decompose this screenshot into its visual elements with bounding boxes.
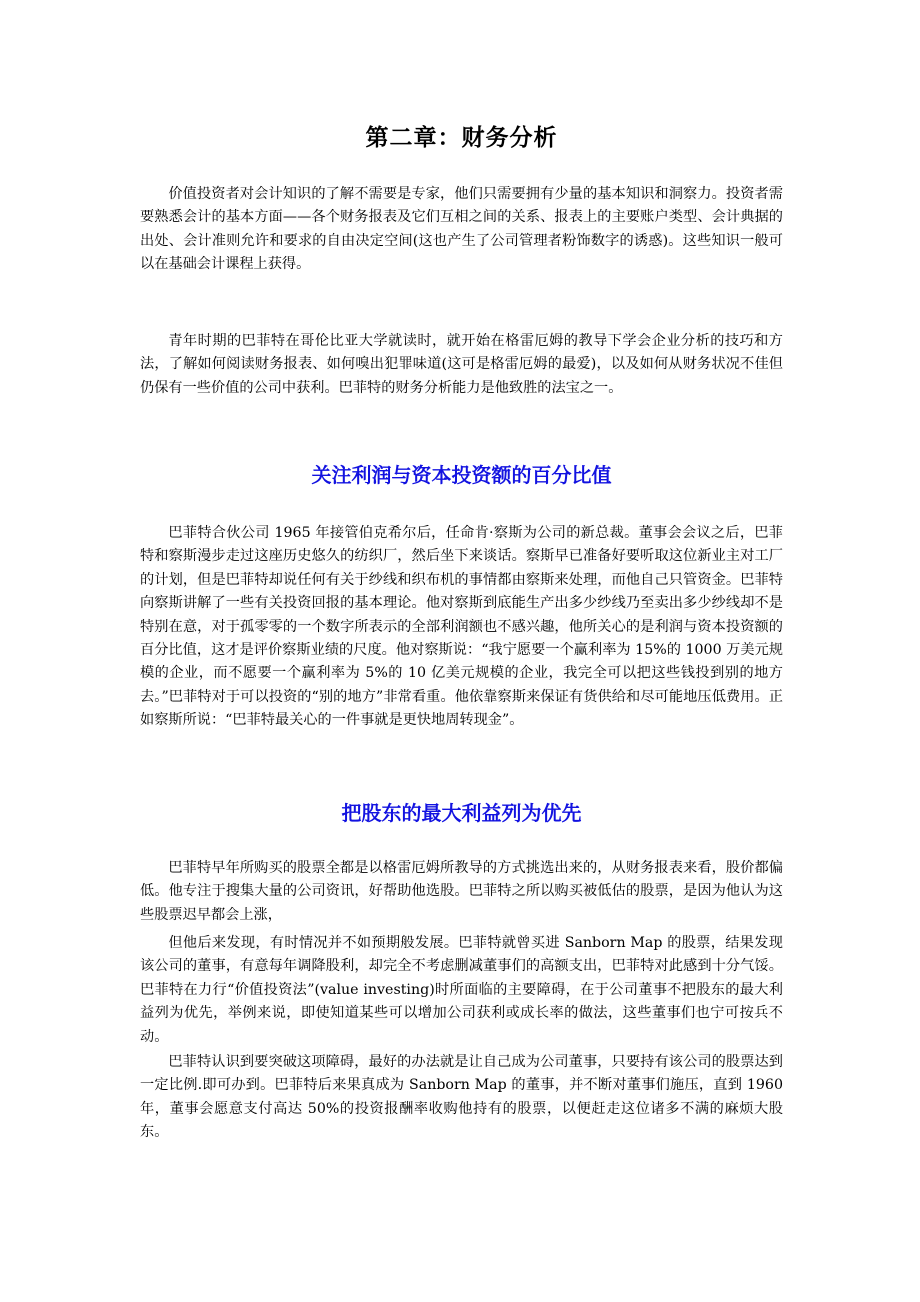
intro-paragraph-2: 青年时期的巴菲特在哥伦比亚大学就读时，就开始在格雷厄姆的教导下学会企业分析的技巧和方法，了解如何阅读财务报表、如何嗅出犯罪味道(这可是格雷厄姆的最爱)，以及如何从财务状况不佳但仍保有一些价值的公司中获利。巴菲特的财务分析能力是他致胜的法宝之一。 xyxy=(140,333,783,396)
section-2-paragraph-3: 巴菲特认识到要突破这项障碍，最好的办法就是让自己成为公司董事，只要持有该公司的股票达到一定比例.即可办到。巴菲特后来果真成为 Sanborn Map 的董事，并不断对董事们施压，直到 1960 年，董事会愿意支付高达 50%的投资报酬率收购他持有的股票，以便赶走这位诸多不满的麻烦大股东。 xyxy=(140,1054,783,1141)
section-1-paragraph-1: 巴菲特合伙公司 1965 年接管伯克希尔后，任命肯·察斯为公司的新总裁。董事会会议之后，巴菲特和察斯漫步走过这座历史悠久的纺织厂，然后坐下来谈话。察斯早已准备好要听取这位新业主对工厂的计划，但是巴菲特却说任何有关于纱线和织布机的事情都由察斯来处理，而他自己只管资金。巴菲特向察斯讲解了一些有关投资回报的基本理论。他对察斯到底能生产出多少纱线乃至卖出多少纱线却不是特别在意，对于孤零零的一个数字所表示的全部利润额也不感兴趣，他所关心的是利润与资本投资额的百分比值，这才是评价察斯业绩的尺度。他对察斯说：“我宁愿要一个赢利率为 15%的 1000 万美元规模的企业，而不愿要一个赢利率为 5%的 10 亿美元规模的企业，我完全可以把这些钱投到别的地方去。”巴菲特对于可以投资的“别的地方”非常看重。他依靠察斯来保证有货供给和尽可能地压低费用。正如察斯所说：“巴菲特最关心的一件事就是更快地周转现金”。 xyxy=(140,525,783,729)
section-2-paragraph-2: 但他后来发现，有时情况并不如预期般发展。巴菲特就曾买进 Sanborn Map 的股票，结果发现该公司的董事，有意每年调降股利，却完全不考虑删减董事们的高额支出，巴菲特对此感到十分气馁。巴菲特在力行“价值投资法”(value investing)时所面临的主要障碍，在于公司董事不把股东的最大利益列为优先，举例来说，即使知道某些可以增加公司获利或成长率的做法，这些董事们也宁可按兵不动。 xyxy=(140,935,783,1045)
section-title-shareholder-interest: 把股东的最大利益列为优先 xyxy=(341,801,582,825)
section-2-paragraph-1: 巴菲特早年所购买的股票全都是以格雷厄姆所教导的方式挑选出来的，从财务报表来看，股价都偏低。他专注于搜集大量的公司资讯，好帮助他选股。巴菲特之所以购买被低估的股票，是因为他认为这些股票迟早都会上涨， xyxy=(140,860,783,923)
section-title-profit-ratio: 关注利润与资本投资额的百分比值 xyxy=(311,463,612,487)
intro-paragraph-1: 价值投资者对会计知识的了解不需要是专家，他们只需要拥有少量的基本知识和洞察力。投资者需要熟悉会计的基本方面——各个财务报表及它们互相之间的关系、报表上的主要账户类型、会计典据的出处、会计准则允许和要求的自由决定空间(这也产生了公司管理者粉饰数字的诱惑)。这些知识一般可以在基础会计课程上获得。 xyxy=(140,186,783,273)
chapter-title: 第二章：财务分析 xyxy=(365,124,558,151)
